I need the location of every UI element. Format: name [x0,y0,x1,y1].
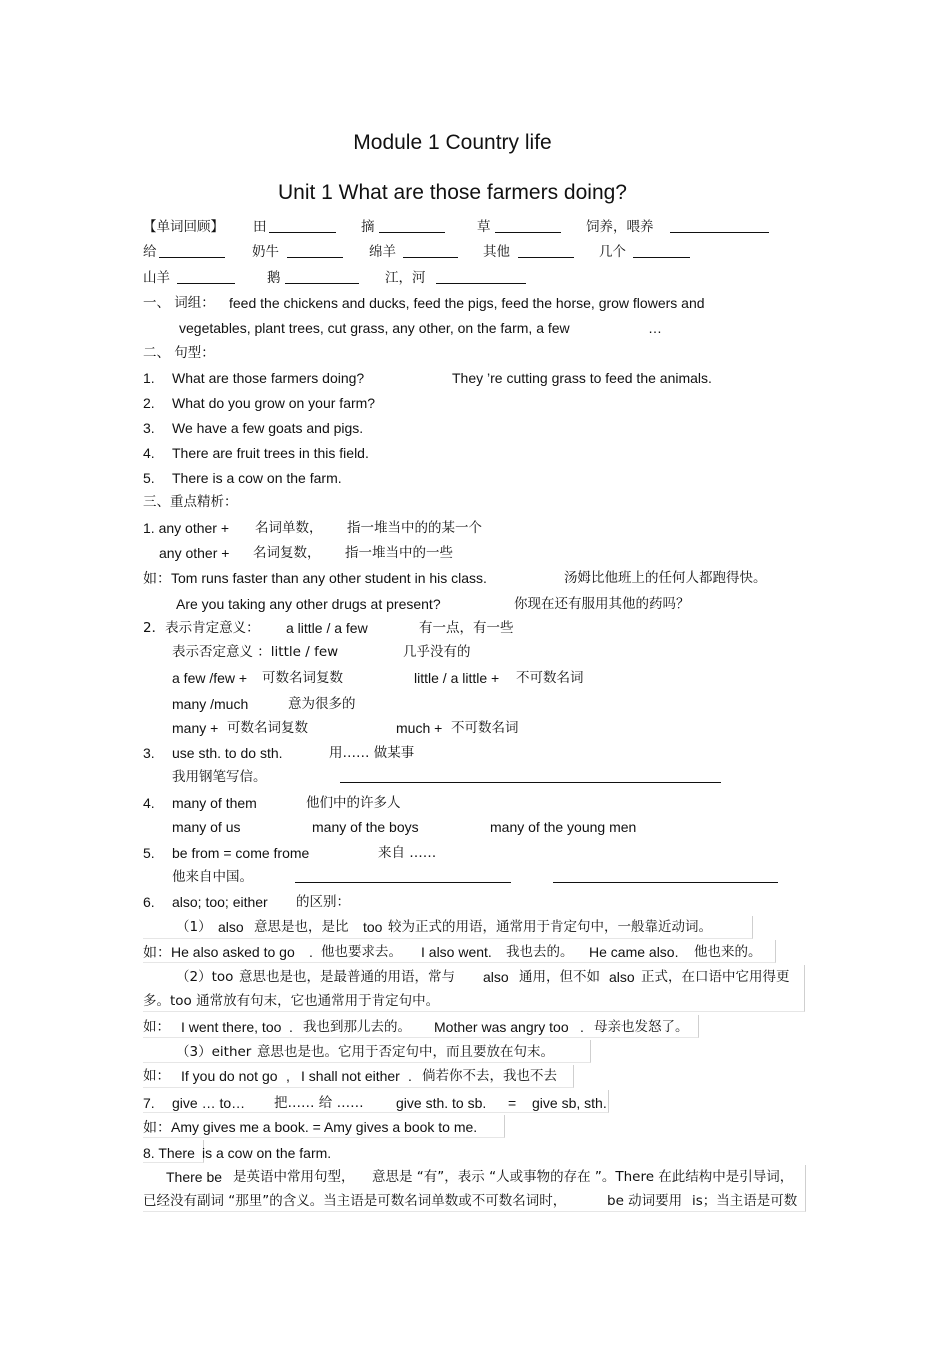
vocab-word: 江，河 [385,270,426,286]
text-segment: a little / a few [286,620,368,636]
answer-blank[interactable] [159,243,225,258]
text-segment: give sth. to sb. [396,1095,487,1111]
answer-blank[interactable] [295,868,511,883]
text-segment: 是英语中常用句型， [233,1169,355,1185]
sentence-text: What are those farmers doing? [172,370,365,386]
item-number: 7. [143,1095,155,1111]
text-segment: , [286,1068,290,1084]
text-segment: 母亲也发怒了。 [594,1019,689,1035]
sentences-label: 二、 句型： [143,345,215,361]
text-segment: 他也来的。 [694,944,762,960]
item-number: 6. [143,894,155,910]
text-segment: 如： [143,1019,170,1035]
text-segment: There be [166,1169,223,1185]
vocab-word: 几个 [599,244,626,260]
text-segment: 几乎没有的 [403,644,471,660]
text-segment: 不可数名词 [516,670,584,686]
item-number: 1. [143,370,155,386]
answer-blank[interactable] [633,243,690,258]
text-segment: （1） [176,919,212,935]
example-text: Are you taking any other drugs at present? [176,596,441,612]
analysis-point-6-2b: 多。too 通常放有句末，它也通常用于肯定句中。 [143,993,440,1009]
text-segment: （2）too [176,969,234,985]
answer-blank[interactable] [285,269,359,284]
unit-title: Unit 1 What are those farmers doing? [277,181,627,204]
text-segment: 来自 …… [378,845,437,861]
vocab-heading: 【单词回顾】 [143,219,224,235]
text-segment: many of them [172,795,257,811]
text-segment: 较为正式的用语，通常用于肯定句中，一般靠近动词。 [388,919,712,935]
text-segment: I went there, too [181,1019,282,1035]
sentence-answer: They ’re cutting grass to feed the animals. [452,370,712,386]
answer-blank[interactable] [403,243,458,258]
text-segment: . [408,1068,412,1084]
item-number: 3. [143,745,155,761]
text-segment: little / a little + [414,670,500,686]
text-segment: many of us [172,819,241,835]
answer-blank[interactable] [379,218,445,233]
example-text: 如：Tom runs faster than any other student in his class. [143,570,487,586]
item-number: 5. [143,470,155,486]
sentence-text: There are fruit trees in this field. [172,445,369,461]
item-number: 2. [143,395,155,411]
example-7: 如：Amy gives me a book. = Amy gives a book to me. [143,1119,478,1135]
example-translation: 你现在还有服用其他的药吗？ [514,596,690,612]
vocab-word: 草 [477,219,491,235]
vocab-word: 摘 [361,219,375,235]
text-segment: 有一点，有一些 [419,620,514,636]
item-number: 4. [143,795,155,811]
text-segment: 2．表示肯定意义： [143,620,260,636]
text-segment: 我也去的。 [506,944,574,960]
text-segment: I also went. [421,944,492,960]
text-segment: be from = come frome [172,845,310,861]
vocab-word: 田 [253,219,267,235]
vocab-word: 鹅 [267,270,281,286]
vocab-word: 绵羊 [369,244,396,260]
text-segment: Mother was angry too [434,1019,569,1035]
vocab-word: 奶牛 [252,244,279,260]
text-segment: 如：He also asked to go [143,944,295,960]
answer-blank[interactable] [269,218,336,233]
text-segment: 表示否定意义 ：little / few [172,644,339,660]
text-segment: be 动词要用 [607,1193,683,1209]
text-segment: is a cow on the farm. [202,1145,332,1161]
text-segment: 他们中的许多人 [306,795,401,811]
vocab-word: 给 [143,244,157,260]
text-segment: 名词单数， [255,520,323,536]
text-segment: . [289,1019,293,1035]
text-segment: If you do not go [181,1068,278,1084]
text-segment: also [609,969,635,985]
translate-prompt: 我用钢笔写信。 [172,769,267,785]
sentence-text: There is a cow on the farm. [172,470,342,486]
text-segment: . [580,1019,584,1035]
text-segment: many + [172,720,219,736]
text-segment: 他也要求去。 [321,944,402,960]
answer-blank[interactable] [177,269,235,284]
sentence-text: What do you grow on your farm? [172,395,376,411]
section-label: 一、 词组： [143,295,215,311]
text-segment: many of the young men [490,819,637,835]
answer-blank[interactable] [436,269,526,284]
text-segment: 不可数名词 [451,720,519,736]
vocab-word: 饲养，喂养 [586,219,654,235]
translate-prompt: 他来自中国。 [172,869,253,885]
sentence-text: We have a few goats and pigs. [172,420,364,436]
text-segment: 意思也是也，是最普通的用语，常与 [239,969,455,985]
text-segment: （3）either [176,1044,252,1060]
answer-blank[interactable] [553,868,778,883]
text-segment: 可数名词复数 [262,670,343,686]
text-segment: also; too; either [172,894,268,910]
phrase-list: vegetables, plant trees, cut grass, any other, on the farm, a few [179,320,570,336]
text-segment: a few /few + [172,670,248,686]
text-segment: 指一堆当中的一些 [345,545,453,561]
phrase-list: feed the chickens and ducks, feed the pigs, feed the horse, grow flowers and [229,295,705,311]
text-segment: 指一堆当中的的某一个 [347,520,482,536]
vocab-word: 其他 [483,244,510,260]
text-segment: 8. There [143,1145,195,1161]
text-segment: use sth. to do sth. [172,745,283,761]
text-segment: = [508,1095,517,1111]
text-segment: 正式，在口语中它用得更 [641,969,790,985]
text-segment: 意思是 “有”，表示 “人或事物的存在 ”。There 在此结构中是引导词， [372,1169,794,1185]
item-number: 4. [143,445,155,461]
analysis-label: 三、重点精析： [143,494,238,510]
text-segment: also [483,969,509,985]
text-segment: 把…… 给 …… [274,1095,364,1111]
text-segment: much + [396,720,443,736]
answer-blank[interactable] [340,768,721,783]
text-segment: 意为很多的 [288,696,356,712]
text-segment: many /much [172,696,249,712]
vocab-word: 山羊 [143,270,170,286]
text-segment: 意思是也，是比 [254,919,349,935]
text-segment: 用…… 做某事 [329,745,415,761]
text-segment: 可数名词复数 [227,720,308,736]
example-translation: 汤姆比他班上的任何人都跑得快。 [564,570,767,586]
text-segment: is；当主语是可数 [692,1193,798,1209]
ellipsis: … [648,320,662,336]
item-number: 5. [143,845,155,861]
text-segment: 1. any other + [143,520,230,536]
text-segment: 的区别： [296,894,350,910]
text-segment: also [218,919,244,935]
text-segment: 倘若你不去，我也不去 [422,1068,557,1084]
answer-blank[interactable] [287,243,343,258]
text-segment: . [309,944,313,960]
item-number: 3. [143,420,155,436]
text-segment: give sb, sth. [532,1095,607,1111]
text-segment: 我也到那儿去的。 [303,1019,411,1035]
answer-blank[interactable] [670,218,769,233]
text-segment: I shall not either [301,1068,400,1084]
text-segment: 如： [143,1068,170,1084]
text-segment: 意思也是也。它用于否定句中，而且要放在句末。 [257,1044,554,1060]
text-segment: any other + [159,545,230,561]
module-title: Module 1 Country life [353,131,552,154]
text-segment: give … to… [172,1095,246,1111]
text-segment: many of the boys [312,819,419,835]
answer-blank[interactable] [495,218,561,233]
text-segment: too [363,919,383,935]
text-segment: 已经没有副词 “那里”的含义。当主语是可数名词单数或不可数名词时， [143,1193,567,1209]
answer-blank[interactable] [518,243,574,258]
text-segment: 通用，但不如 [519,969,600,985]
text-segment: 名词复数， [253,545,321,561]
text-segment: He came also. [589,944,679,960]
